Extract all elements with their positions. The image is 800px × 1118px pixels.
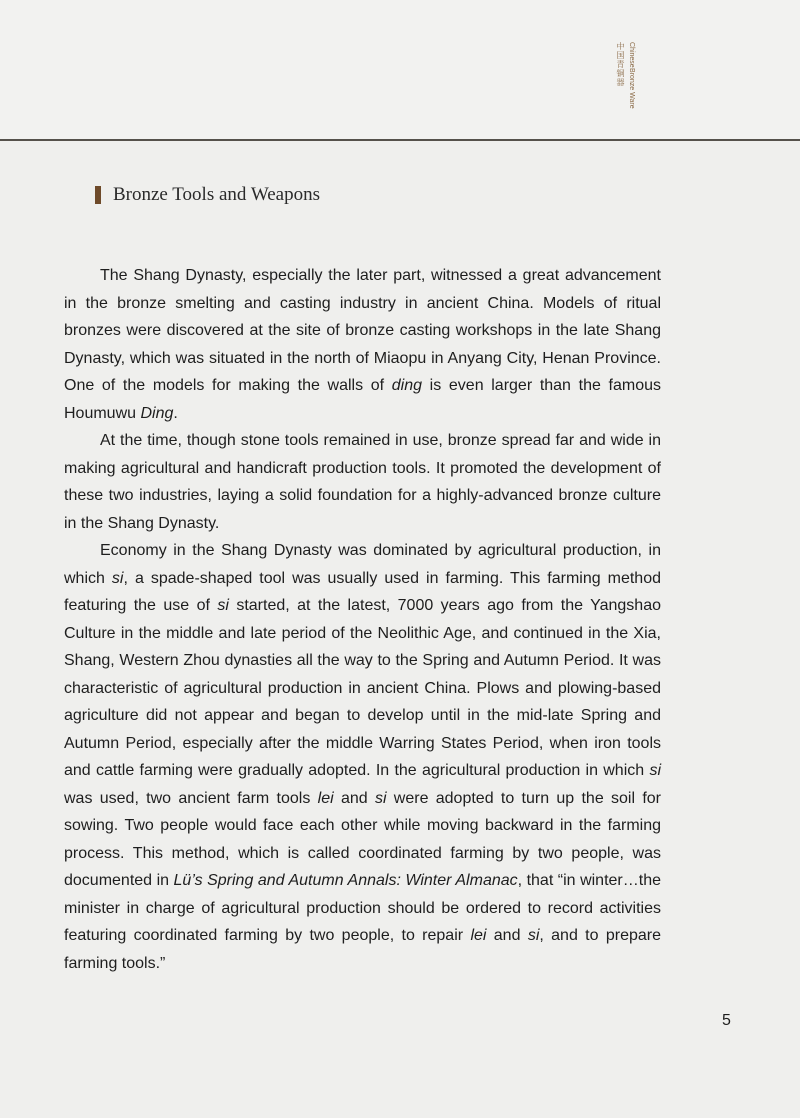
italic-run: si (649, 762, 661, 779)
section-heading-text: Bronze Tools and Weapons (113, 184, 320, 205)
running-head-english-line2: Bronze Ware (628, 67, 635, 109)
page-number: 5 (722, 1012, 731, 1029)
text-run: were adopted to turn up the soil for sowing. Two people would face each other while moving backward in the farming process. This method, which is called coordinated farming by two people, was documented in (64, 789, 661, 889)
text-run: and (486, 927, 528, 944)
running-head-english (628, 42, 635, 117)
text-run: , a spade-shaped tool was usually used in farming. This farming method featuring the use of (64, 569, 661, 614)
italic-run: lei (470, 927, 487, 944)
text-run: is even larger than the famous Houmuwu (64, 377, 661, 422)
italic-run: lei (317, 789, 334, 807)
italic-run: si (527, 927, 540, 944)
text-run: and (333, 789, 375, 807)
text-run: was used, two ancient farm tools (64, 789, 318, 807)
text-run: Economy in the Shang Dynasty was dominated by agricultural production, in which (64, 542, 661, 587)
paragraph (64, 427, 661, 537)
paragraph (64, 537, 661, 977)
italic-run: si (374, 789, 387, 807)
running-head (615, 42, 655, 117)
italic-run: ding (391, 377, 423, 394)
italic-run: Ding (140, 404, 174, 422)
paragraph (64, 262, 661, 427)
running-head-english-line1: Chinese (628, 42, 635, 68)
text-run: , that “in winter…the minister in charge of agricultural production should be ordered to record activities featuring coordinated farming by two people, to repair (64, 872, 661, 944)
text-run: started, at the latest, 7000 years ago from the Yangshao Culture in the middle and late period of the Neolithic Age, and continued in the Xia, Shang, Western Zhou dynasties all the way to the Spring and Autumn Period. It was characteristic of agricultural production in ancient China. Plows and plowing-based agriculture did not appear and began to develop until in the mid-late Spring and Autumn Period, especially after the middle Warring States Period, when iron tools and cattle farming were gradually adopted. In the agricultural production in which (64, 597, 661, 779)
text-run: At the time, though stone tools remained in use, bronze spread far and wide in making agricultural and handicraft production tools. It promoted the development of these two industries, laying a solid foundation for a highly-advanced bronze culture in the Shang Dynasty. (64, 432, 661, 532)
italic-run: si (111, 569, 124, 587)
header-rule (0, 139, 800, 141)
section-heading (95, 182, 320, 208)
italic-run: Lü’s Spring and Autumn Annals: Winter Almanac (173, 872, 518, 889)
text-run: . (173, 404, 178, 422)
text-run: The Shang Dynasty, especially the later part, witnessed a great advancement in the bronze smelting and casting industry in ancient China. Models of ritual bronzes were discovered at the site of bronze casting workshops in the late Shang Dynasty, which was situated in the north of Miaopu in Anyang City, Henan Province. One of the models for making the walls of (64, 267, 661, 394)
text-run: , and to prepare farming tools.” (64, 927, 662, 972)
italic-run: si (217, 597, 229, 614)
heading-bar-icon (95, 186, 101, 204)
page-header (0, 0, 800, 140)
running-head-chinese: 中国青铜器 (616, 42, 625, 87)
body-text (64, 262, 661, 977)
